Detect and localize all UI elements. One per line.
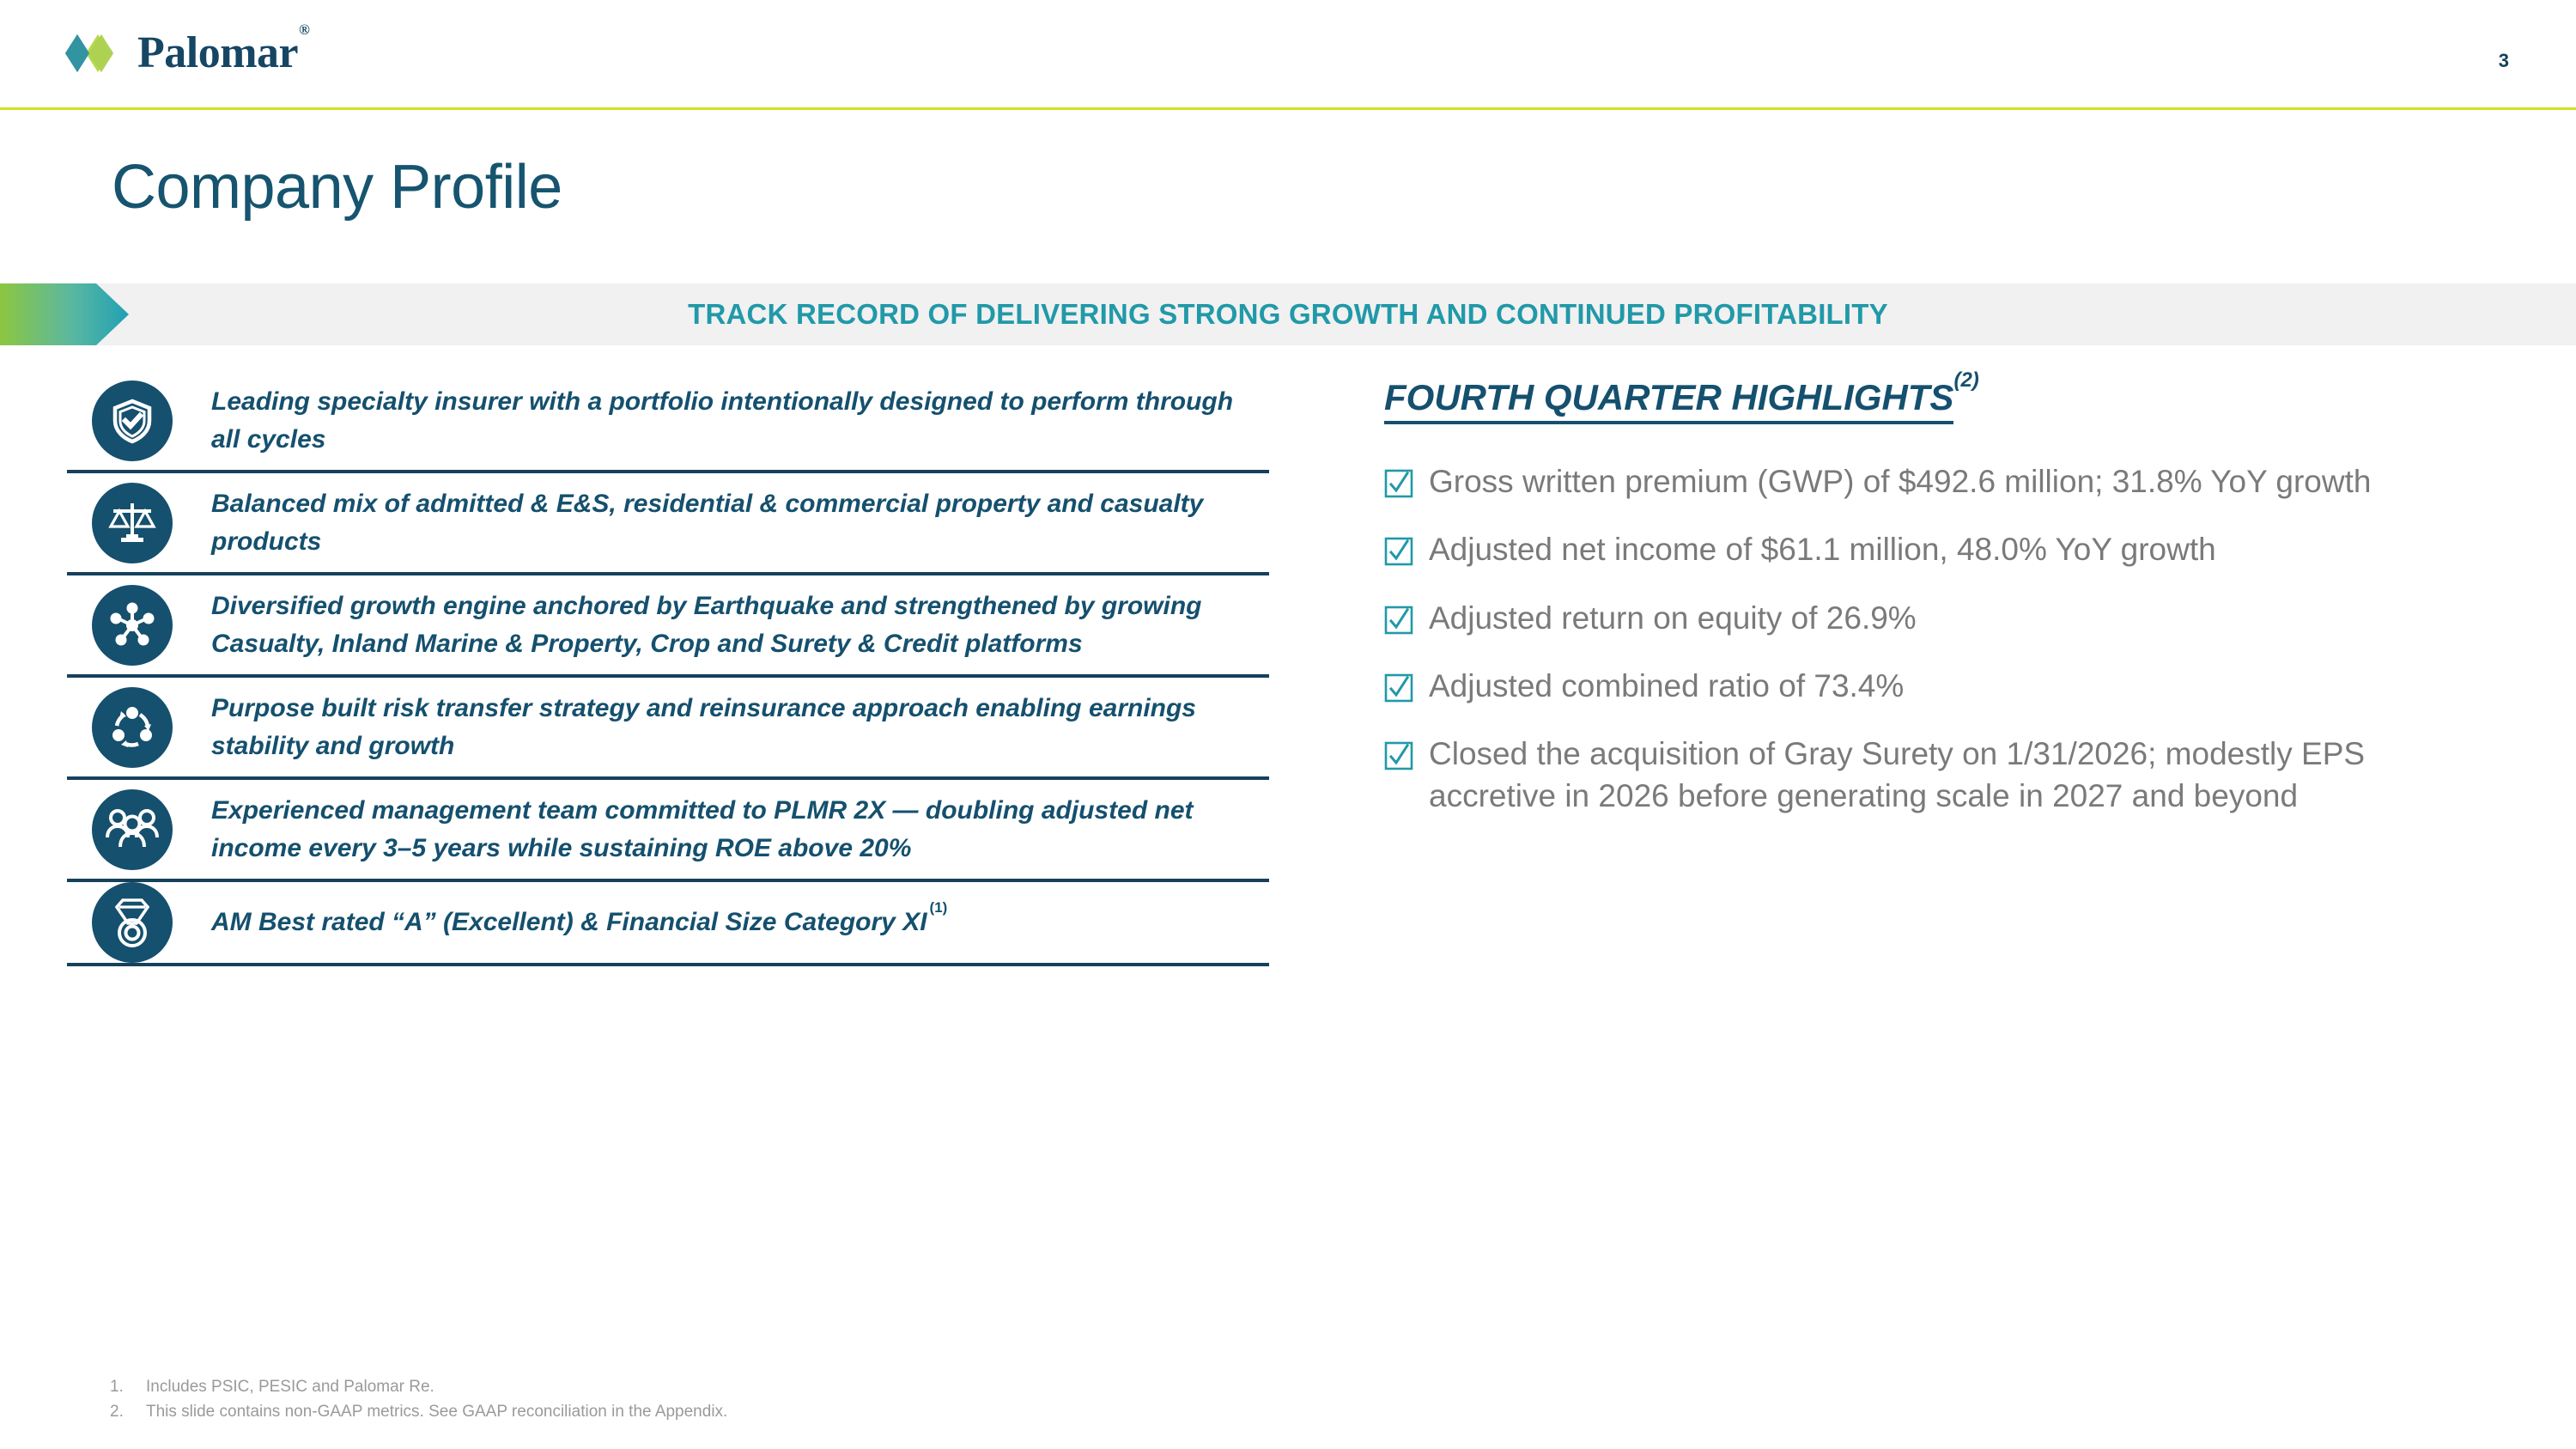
section-banner [0,283,2576,345]
feature-text: Diversified growth engine anchored by Earthquake and strengthened by growing Casualty, Inland Marine & Property, Crop and Surety & Credit platforms [211,592,1202,658]
checkbox-checked-icon [1384,665,1429,703]
list-item [1384,597,2500,639]
footnote-row [110,1374,727,1399]
network-hub-icon [92,585,173,666]
feature-icon-wrap [67,585,197,666]
list-item [1384,460,2500,502]
shield-check-icon [92,381,173,461]
feature-icon-wrap [67,882,197,963]
feature-row [67,575,1269,678]
logo-diamond-icon [64,33,125,74]
cycle-arrows-icon [92,687,173,768]
balance-scales-icon [92,483,173,563]
page-number: 3 [2498,50,2509,71]
footnote-number: 1. [110,1378,124,1396]
checkbox-checked-icon [1384,597,1429,635]
checkbox-checked-icon [1384,733,1429,770]
highlights-heading [1384,368,1979,424]
checkbox-checked-icon [1384,460,1429,498]
registered-mark: ® [299,21,310,38]
feature-row [67,882,1269,966]
highlights-panel [1384,368,2500,843]
feature-row [67,780,1269,882]
list-item [1384,733,2500,817]
feature-row [67,678,1269,780]
feature-text: AM Best rated “A” (Excellent) & Financial Size Category XI$^{(1)}$ [211,899,948,937]
feature-text: Balanced mix of admitted & E&S, residential & commercial property and casualty products [211,490,1204,556]
feature-text: Experienced management team committed to PLMR 2X — doubling adjusted net income every 3–5 years while sustaining ROE above 20% [211,796,1194,862]
feature-text: Purpose built risk transfer strategy and reinsurance approach enabling earnings stability and growth [211,694,1196,760]
footnote-text: This slide contains non-GAAP metrics. See GAAP reconciliation in the Appendix. [146,1403,728,1422]
slide-header [0,0,2576,110]
palomar-logo [64,21,310,77]
feature-row [67,473,1269,575]
footnote-marker: (1) [929,899,948,916]
list-item-label: Adjusted combined ratio of 73.4% [1429,667,1905,703]
banner-text: TRACK RECORD OF DELIVERING STRONG GROWTH AND CONTINUED PROFITABILITY [688,298,1888,330]
highlights-heading-superscript: (2) [1953,368,1979,392]
feature-icon-wrap [67,687,197,768]
list-item-label: Gross written premium (GWP) of $492.6 million; 31.8% YoY growth [1429,464,2372,500]
list-item-label: Closed the acquisition of Gray Surety on 1/31/2026; modestly EPS accretive in 2026 before generating scale in 2027 and beyond [1429,736,2366,814]
medal-award-icon [92,882,173,963]
feature-icon-wrap [67,381,197,461]
footnote-row [110,1399,727,1424]
footnote-text: Includes PSIC, PESIC and Palomar Re. [146,1378,434,1396]
footnotes [110,1374,727,1425]
team-people-icon [92,789,173,870]
logo-wordmark: Palomar® [137,21,310,77]
feature-row [67,371,1269,473]
list-item-label: Adjusted net income of $61.1 million, 48.0% YoY growth [1429,532,2216,568]
list-item [1384,665,2500,707]
feature-icon-wrap [67,483,197,563]
feature-icon-wrap [67,789,197,870]
highlights-heading-text: FOURTH QUARTER HIGHLIGHTS [1384,378,1953,424]
checkbox-checked-icon [1384,528,1429,566]
feature-text: Leading specialty insurer with a portfolio intentionally designed to perform through all cycles [211,387,1234,454]
feature-list [67,371,1269,966]
footnote-number: 2. [110,1403,124,1422]
list-item-label: Adjusted return on equity of 26.9% [1429,600,1917,636]
list-item [1384,528,2500,570]
page-title: Company Profile [112,153,562,222]
